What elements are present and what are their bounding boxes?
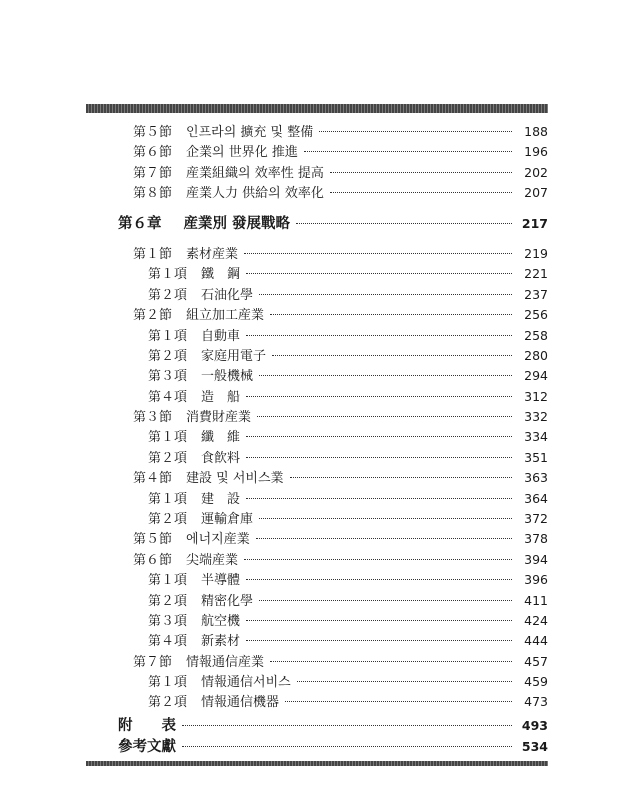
toc-section-entry xyxy=(0,305,618,325)
entry-title: 建 設 xyxy=(201,492,241,507)
dot-leader xyxy=(256,538,512,539)
entry-title: 新素材 xyxy=(201,634,241,649)
entry-number: 第３項 xyxy=(148,369,188,384)
entry-title: 素材産業 xyxy=(186,247,239,262)
toc-item-entry xyxy=(0,509,618,529)
entry-page-number: 351 xyxy=(524,450,548,465)
dot-leader xyxy=(246,436,512,437)
dot-leader xyxy=(246,579,512,580)
dot-leader xyxy=(285,701,512,702)
entry-page-number: 258 xyxy=(524,328,548,343)
toc-item-entry xyxy=(0,692,618,712)
toc-item-entry xyxy=(0,489,618,509)
toc-item-entry xyxy=(0,672,618,692)
entry-page-number: 378 xyxy=(524,531,548,546)
entry-number: 第３項 xyxy=(148,614,188,629)
entry-page-number: 219 xyxy=(524,246,548,261)
entry-number: 第２項 xyxy=(148,451,188,466)
entry-number: 第１項 xyxy=(148,430,188,445)
dot-leader xyxy=(330,192,512,193)
toc-item-entry xyxy=(0,264,618,284)
entry-page-number: 396 xyxy=(524,572,548,587)
entry-number: 第６節 xyxy=(133,553,173,568)
entry-title: 産業組織의 效率性 提高 xyxy=(186,166,324,181)
entry-page-number: 372 xyxy=(524,511,548,526)
dot-leader xyxy=(272,355,512,356)
entry-number: 第２項 xyxy=(148,594,188,609)
dot-leader xyxy=(182,746,512,747)
entry-title: 企業의 世界化 推進 xyxy=(186,145,298,160)
dot-leader xyxy=(246,620,512,621)
entry-title: 一般機械 xyxy=(201,369,254,384)
entry-page-number: 334 xyxy=(524,429,548,444)
entry-title: 産業人力 供給의 效率化 xyxy=(186,186,324,201)
dot-leader xyxy=(246,498,512,499)
dot-leader xyxy=(297,681,512,682)
entry-page-number: 332 xyxy=(524,409,548,424)
entry-title: 消費財産業 xyxy=(186,410,252,425)
dot-leader xyxy=(246,457,512,458)
entry-title: 自動車 xyxy=(201,329,241,344)
toc-item-entry xyxy=(0,448,618,468)
toc-item-entry xyxy=(0,346,618,366)
entry-page-number: 364 xyxy=(524,491,548,506)
entry-number: 第４項 xyxy=(148,390,188,405)
toc-section-entry xyxy=(0,183,618,203)
entry-page-number: 394 xyxy=(524,552,548,567)
top-rule xyxy=(86,104,548,113)
dot-leader xyxy=(246,396,512,397)
entry-title: 尖端産業 xyxy=(186,553,239,568)
toc-item-entry xyxy=(0,570,618,590)
entry-page-number: 188 xyxy=(524,124,548,139)
dot-leader xyxy=(244,559,512,560)
entry-title: 精密化學 xyxy=(201,594,254,609)
toc-section-entry xyxy=(0,244,618,264)
toc-section-entry xyxy=(0,122,618,142)
entry-number: 第５節 xyxy=(133,532,173,547)
toc-item-entry xyxy=(0,366,618,386)
toc-item-entry xyxy=(0,611,618,631)
dot-leader xyxy=(259,375,512,376)
dot-leader xyxy=(244,253,512,254)
dot-leader xyxy=(246,273,512,274)
entry-page-number: 411 xyxy=(524,593,548,608)
entry-number: 第１項 xyxy=(148,675,188,690)
entry-page-number: 294 xyxy=(524,368,548,383)
entry-number: 第６章 xyxy=(118,215,162,232)
entry-page-number: 493 xyxy=(521,718,548,733)
entry-number: 第３節 xyxy=(133,410,173,425)
entry-title: 建設 및 서비스業 xyxy=(186,471,284,486)
toc-section-entry xyxy=(0,529,618,549)
entry-title: 纖 維 xyxy=(201,430,241,445)
entry-number: 第６節 xyxy=(133,145,173,160)
entry-title: 家庭用電子 xyxy=(201,349,267,364)
entry-title: 情報通信서비스 xyxy=(201,675,291,690)
dot-leader xyxy=(246,335,512,336)
entry-number: 第１項 xyxy=(148,573,188,588)
toc-item-entry xyxy=(0,387,618,407)
entry-number: 第２節 xyxy=(133,308,173,323)
dot-leader xyxy=(257,416,512,417)
dot-leader xyxy=(304,151,512,152)
dot-leader xyxy=(319,131,512,132)
entry-page-number: 444 xyxy=(524,633,548,648)
entry-title: 組立加工産業 xyxy=(186,308,265,323)
dot-leader xyxy=(330,172,512,173)
entry-number: 第４節 xyxy=(133,471,173,486)
entry-number: 第２項 xyxy=(148,695,188,710)
entry-title: 食飮料 xyxy=(201,451,241,466)
entry-page-number: 202 xyxy=(524,165,548,180)
entry-number: 第７節 xyxy=(133,166,173,181)
entry-page-number: 207 xyxy=(524,185,548,200)
toc-item-entry xyxy=(0,631,618,651)
dot-leader xyxy=(259,600,512,601)
dot-leader xyxy=(270,314,512,315)
entry-title: 에너지産業 xyxy=(186,532,250,547)
toc-item-entry xyxy=(0,591,618,611)
entry-page-number: 312 xyxy=(524,389,548,404)
entry-number: 第４項 xyxy=(148,634,188,649)
entry-page-number: 256 xyxy=(524,307,548,322)
entry-page-number: 280 xyxy=(524,348,548,363)
entry-page-number: 221 xyxy=(524,266,548,281)
entry-title: 情報通信産業 xyxy=(186,655,265,670)
toc-appendix-entry xyxy=(0,737,618,757)
bottom-rule xyxy=(86,761,548,766)
entry-page-number: 534 xyxy=(521,739,548,754)
toc-section-entry xyxy=(0,163,618,183)
entry-page-number: 237 xyxy=(524,287,548,302)
entry-number: 第７節 xyxy=(133,655,173,670)
dot-leader xyxy=(259,518,512,519)
entry-title: 半導體 xyxy=(201,573,241,588)
dot-leader xyxy=(296,223,512,224)
entry-page-number: 459 xyxy=(524,674,548,689)
entry-title: 參考文獻 xyxy=(118,738,176,755)
toc-section-entry xyxy=(0,550,618,570)
entry-title: 鐵 鋼 xyxy=(201,267,241,282)
entry-page-number: 424 xyxy=(524,613,548,628)
entry-number: 第８節 xyxy=(133,186,173,201)
toc-section-entry xyxy=(0,407,618,427)
entry-number: 第１項 xyxy=(148,329,188,344)
entry-title: 造 船 xyxy=(201,390,241,405)
dot-leader xyxy=(259,294,512,295)
entry-number: 第１項 xyxy=(148,267,188,282)
dot-leader xyxy=(182,725,512,726)
entry-page-number: 196 xyxy=(524,144,548,159)
toc-chapter-entry xyxy=(0,214,618,234)
toc-section-entry xyxy=(0,142,618,162)
entry-title: 인프라의 擴充 및 整備 xyxy=(186,125,314,140)
entry-title: 石油化學 xyxy=(201,288,254,303)
entry-number: 第１節 xyxy=(133,247,173,262)
entry-title: 情報通信機器 xyxy=(201,695,280,710)
toc-appendix-entry xyxy=(0,716,618,736)
entry-page-number: 363 xyxy=(524,470,548,485)
toc-item-entry xyxy=(0,326,618,346)
dot-leader xyxy=(290,477,512,478)
entry-title: 産業別 發展戰略 xyxy=(183,215,291,232)
toc-item-entry xyxy=(0,285,618,305)
entry-page-number: 217 xyxy=(521,216,548,231)
entry-number: 第２項 xyxy=(148,288,188,303)
entry-number: 第１項 xyxy=(148,492,188,507)
dot-leader xyxy=(270,661,512,662)
entry-page-number: 473 xyxy=(524,694,548,709)
dot-leader xyxy=(246,640,512,641)
entry-title: 運輸倉庫 xyxy=(201,512,254,527)
entry-number: 第２項 xyxy=(148,349,188,364)
entry-number: 第５節 xyxy=(133,125,173,140)
entry-title: 航空機 xyxy=(201,614,241,629)
toc-section-entry xyxy=(0,468,618,488)
toc-section-entry xyxy=(0,652,618,672)
entry-page-number: 457 xyxy=(524,654,548,669)
toc-item-entry xyxy=(0,427,618,447)
entry-title: 附 表 xyxy=(118,717,176,734)
entry-number: 第２項 xyxy=(148,512,188,527)
